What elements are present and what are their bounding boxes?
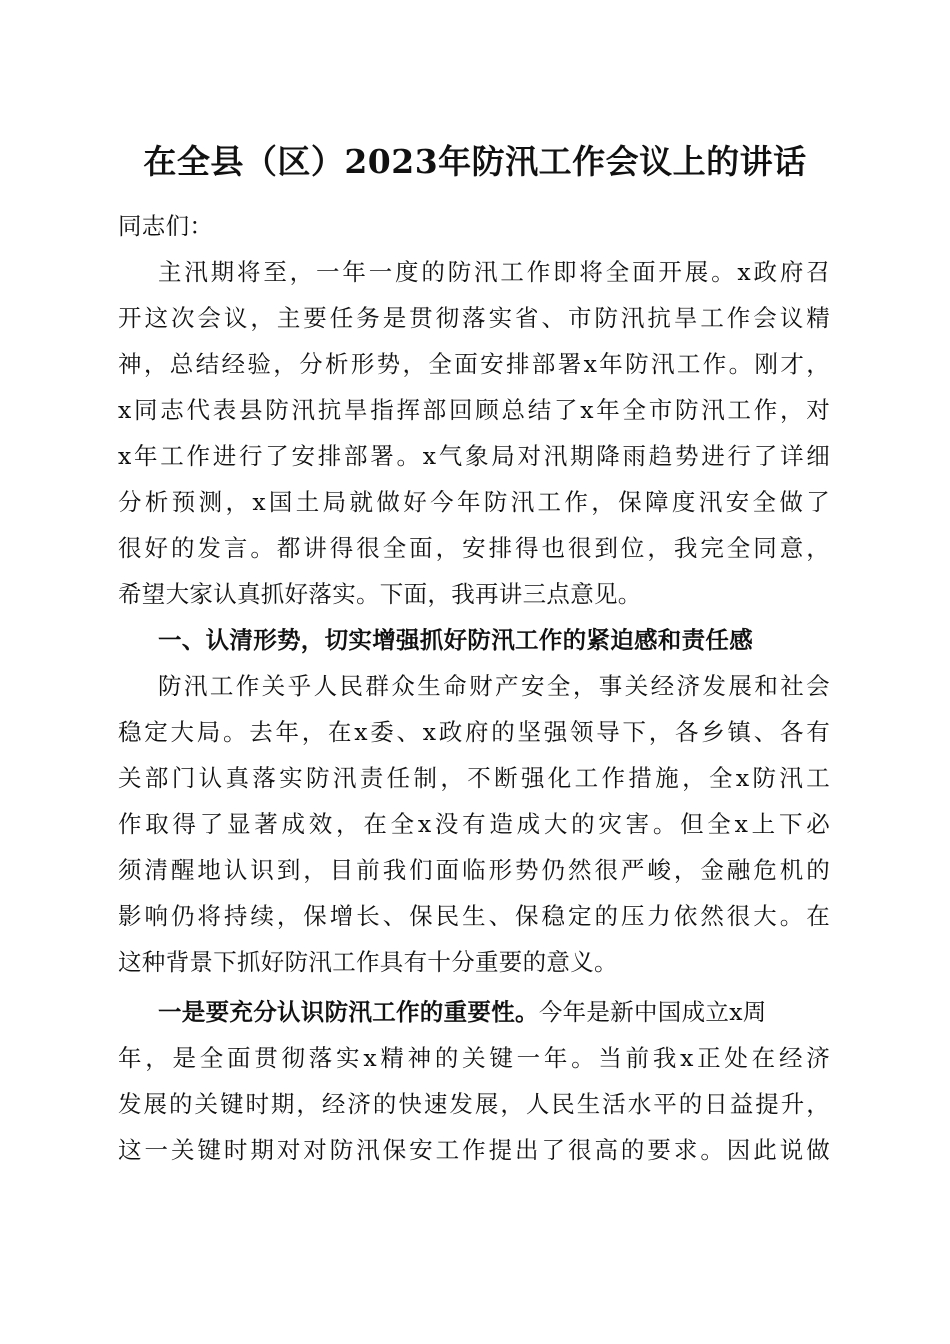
- intro-line: 主汛期将至，一年一度的防汛工作即将全面开展。x政府召: [158, 258, 830, 286]
- section-line: 这种背景下抓好防汛工作具有十分重要的意义。: [118, 948, 618, 976]
- section-line: 作取得了显著成效，在全x没有造成大的灾害。但全x上下必: [118, 810, 830, 838]
- section-line: 关部门认真落实防汛责任制，不断强化工作措施，全x防汛工: [118, 764, 830, 792]
- intro-line: 分析预测，x国土局就做好今年防汛工作，保障度汛安全做了: [118, 488, 830, 516]
- section-line: 须清醒地认识到，目前我们面临形势仍然很严峻，金融危机的: [118, 856, 830, 884]
- intro-line: 神，总结经验，分析形势，全面安排部署x年防汛工作。刚才，: [118, 350, 830, 378]
- section-heading: 一、认清形势，切实增强抓好防汛工作的紧迫感和责任感: [158, 626, 753, 654]
- section-line: 稳定大局。去年，在x委、x政府的坚强领导下，各乡镇、各有: [118, 718, 830, 746]
- salutation: 同志们：: [118, 212, 214, 240]
- intro-line: x同志代表县防汛抗旱指挥部回顾总结了x年全市防汛工作，对: [118, 396, 830, 424]
- point-line: 年，是全面贯彻落实x精神的关键一年。当前我x正处在经济: [118, 1044, 830, 1072]
- intro-line: 希望大家认真抓好落实。下面，我再讲三点意见。: [118, 580, 642, 608]
- intro-line: 开这次会议，主要任务是贯彻落实省、市防汛抗旱工作会议精: [118, 304, 830, 332]
- point-first-line: [158, 995, 767, 1029]
- point-lead: 一是要充分认识防汛工作的重要性。: [158, 998, 539, 1026]
- intro-line: 很好的发言。都讲得很全面，安排得也很到位，我完全同意，: [118, 534, 830, 562]
- document-title: 在全县（区）2023年防汛工作会议上的讲话: [143, 142, 807, 181]
- section-line: 影响仍将持续，保增长、保民生、保稳定的压力依然很大。在: [118, 902, 830, 930]
- intro-line: x年工作进行了安排部署。x气象局对汛期降雨趋势进行了详细: [118, 442, 830, 470]
- point-first-rest: 今年是新中国成立x周: [538, 998, 767, 1026]
- point-line: 这一关键时期对对防汛保安工作提出了很高的要求。因此说做: [118, 1136, 830, 1164]
- point-line: 发展的关键时期，经济的快速发展，人民生活水平的日益提升，: [118, 1090, 830, 1118]
- section-line: 防汛工作关乎人民群众生命财产安全，事关经济发展和社会: [158, 672, 830, 700]
